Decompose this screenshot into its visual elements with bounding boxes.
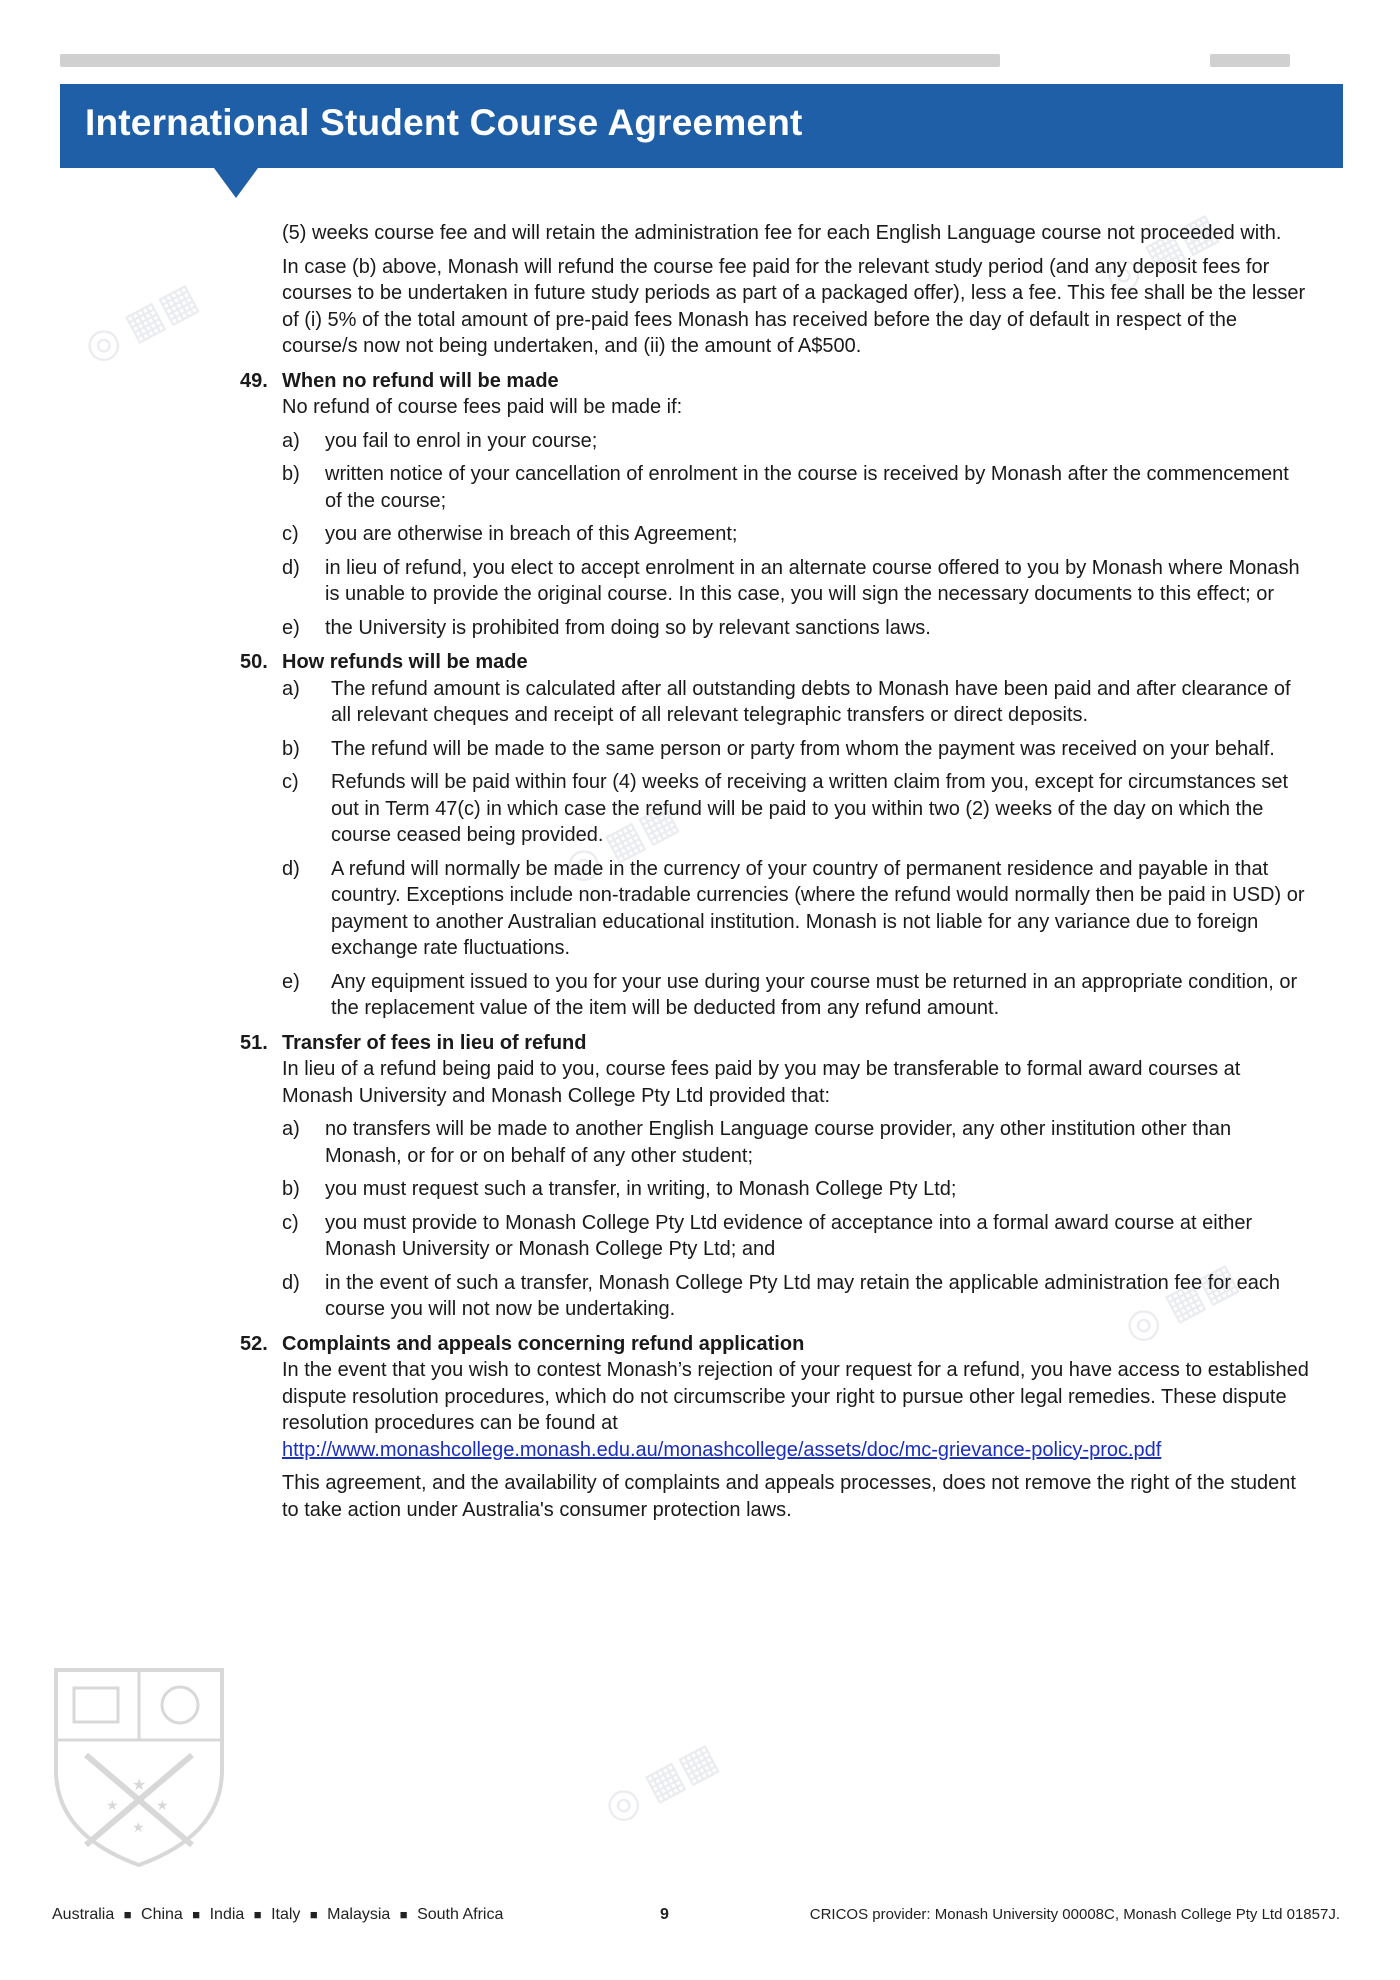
list-label: e) — [282, 970, 300, 993]
watermark: ◎ ▦▦ — [596, 1735, 725, 1831]
page-footer — [52, 1906, 1340, 1930]
list-text: written notice of your cancellation of enrolment in the course is received by Monash after the commencement of the course; — [325, 463, 1289, 512]
separator: ■ — [192, 1907, 201, 1922]
list-text: Any equipment issued to you for your use during your course must be returned in an appropriate condition, or the replacement value of the item will be deducted from any refund amount. — [331, 970, 1298, 1019]
list-item — [282, 461, 1310, 514]
list-item — [282, 769, 1310, 849]
section-intro: In lieu of a refund being paid to you, course fees paid by you may be transferable to formal award courses at Monash University and Monash College Pty Ltd provided that: — [282, 1058, 1241, 1107]
monash-crest-icon — [46, 1660, 232, 1870]
page-number: 9 — [660, 1906, 669, 1923]
section-heading-50 — [240, 649, 1310, 676]
list-text: you are otherwise in breach of this Agreement; — [325, 523, 738, 545]
list-text: you must request such a transfer, in writing, to Monash College Pty Ltd; — [325, 1178, 957, 1200]
list-label: b) — [282, 463, 300, 485]
svg-text:★: ★ — [156, 1798, 169, 1814]
list-label: d) — [282, 1271, 300, 1294]
list-label: e) — [282, 616, 300, 639]
list-text: Refunds will be paid within four (4) weeks of receiving a written claim from you, except for circumstances set out in Term 47(c) in which case the refund will be paid to you within two (2) weeks of the day on which the course ceased being provided. — [331, 771, 1289, 846]
list-text: no transfers will be made to another English Language course provider, any other institution other than Monash, or for or on behalf of any other student; — [325, 1118, 1232, 1167]
list-label: c) — [282, 1211, 299, 1234]
cricos-notice: CRICOS provider: Monash University 00008C, Monash College Pty Ltd 01857J. — [809, 1906, 1340, 1923]
section-number: 50. — [240, 651, 268, 673]
list-item — [282, 555, 1310, 608]
country-list — [52, 1906, 508, 1924]
list-item — [282, 856, 1310, 962]
list-label: b) — [282, 737, 300, 760]
document-body — [240, 220, 1310, 1530]
section-heading-51 — [240, 1030, 1310, 1057]
country: South Africa — [417, 1906, 504, 1923]
list-text: in the event of such a transfer, Monash College Pty Ltd may retain the applicable administration fee for each course you will not now be undertaking. — [325, 1271, 1280, 1320]
closing-paragraph: This agreement, and the availability of complaints and appeals processes, does not remove the right of the student to take action under Australia's consumer protection laws. — [282, 1472, 1296, 1521]
list-item — [282, 969, 1310, 1022]
list-item — [282, 615, 1310, 642]
section-number: 49. — [240, 369, 268, 392]
list-label: c) — [282, 523, 299, 545]
country: Malaysia — [327, 1906, 391, 1923]
list-label: b) — [282, 1178, 300, 1200]
separator: ■ — [253, 1907, 262, 1922]
section-number: 52. — [240, 1332, 268, 1355]
list-item — [282, 1116, 1310, 1169]
list-label: a) — [282, 677, 300, 700]
intro-paragraph: (5) weeks course fee and will retain the administration fee for each English Language course not proceeded with. — [282, 222, 1282, 244]
page-title: International Student Course Agreement — [85, 102, 803, 143]
list-text: you fail to enrol in your course; — [325, 429, 598, 452]
list-text: The refund amount is calculated after all outstanding debts to Monash have been paid and after clearance of all relevant cheques and receipt of all relevant telegraphic transfers or direct deposits. — [331, 677, 1291, 726]
list-item — [282, 521, 1310, 548]
country: Australia — [52, 1906, 115, 1923]
section-heading-49 — [240, 368, 1310, 395]
intro-paragraph: In case (b) above, Monash will refund the course fee paid for the relevant study period (and any deposit fees for courses to be undertaken in future study periods as part of a packaged offer), less a fee. This fee shall be the lesser of (i) 5% of the total amount of pre-paid fees Monash has received before the day of default in respect of the course/s now not being undertaken, and (ii) the amount of A$500. — [282, 255, 1306, 357]
list-text: the University is prohibited from doing so by relevant sanctions laws. — [325, 616, 931, 639]
separator: ■ — [399, 1907, 408, 1922]
separator: ■ — [123, 1907, 132, 1922]
section-title: Complaints and appeals concerning refund application — [282, 1332, 805, 1355]
watermark: ◎ ▦▦ — [1096, 205, 1225, 301]
list-label: a) — [282, 429, 300, 452]
svg-text:★: ★ — [132, 1775, 147, 1794]
list-item — [282, 1270, 1310, 1323]
list-item — [282, 1176, 1310, 1203]
list-text: in lieu of refund, you elect to accept enrolment in an alternate course offered to you by Monash where Monash is unable to provide the original course. In this case, you will sign the necessary documents to this effect; or — [325, 556, 1300, 605]
grievance-policy-link[interactable]: http://www.monashcollege.monash.edu.au/monashcollege/assets/doc/mc-grievance-policy-proc.pdf — [282, 1438, 1162, 1461]
list-label: d) — [282, 556, 300, 579]
list-label: a) — [282, 1118, 300, 1140]
country: China — [141, 1906, 183, 1923]
section-intro: No refund of course fees paid will be made if: — [282, 396, 683, 418]
list-label: d) — [282, 857, 300, 880]
list-item — [282, 736, 1310, 763]
list-text: The refund will be made to the same person or party from whom the payment was received on your behalf. — [331, 737, 1275, 760]
section-title: When no refund will be made — [282, 369, 559, 392]
section-title: Transfer of fees in lieu of refund — [282, 1031, 587, 1054]
list-item — [282, 1210, 1310, 1263]
section-intro: In the event that you wish to contest Monash’s rejection of your request for a refund, you have access to established dispute resolution procedures, which do not circumscribe your right to pursue other legal remedies. These dispute resolution procedures can be found at — [282, 1359, 1309, 1434]
list-item — [282, 676, 1310, 729]
blurred-header-right — [1210, 54, 1290, 67]
country: India — [209, 1906, 245, 1923]
title-banner — [60, 84, 1343, 168]
country: Italy — [271, 1906, 301, 1923]
svg-text:★: ★ — [132, 1820, 145, 1836]
section-heading-52 — [240, 1331, 1310, 1358]
list-item — [282, 428, 1310, 455]
section-title: How refunds will be made — [282, 651, 528, 673]
section-number: 51. — [240, 1031, 268, 1054]
list-text: you must provide to Monash College Pty Ltd evidence of acceptance into a formal award course at either Monash University or Monash College Pty Ltd; and — [325, 1211, 1253, 1260]
watermark: ◎ ▦▦ — [76, 275, 205, 371]
blurred-running-header — [60, 54, 1000, 67]
watermark: ◎ ▦▦ — [1116, 1255, 1245, 1351]
list-label: c) — [282, 771, 299, 793]
list-text: A refund will normally be made in the currency of your country of permanent residence and payable in that country. Exceptions include non-tradable currencies (where the refund would normally then be paid in USD) or payment to another Australian educational institution. Monash is not liable for any variance due to foreign exchange rate fluctuations. — [331, 857, 1305, 959]
watermark: ◎ ▦▦ — [556, 795, 685, 891]
separator: ■ — [309, 1907, 318, 1922]
banner-pointer — [214, 168, 258, 198]
svg-text:★: ★ — [106, 1798, 119, 1814]
